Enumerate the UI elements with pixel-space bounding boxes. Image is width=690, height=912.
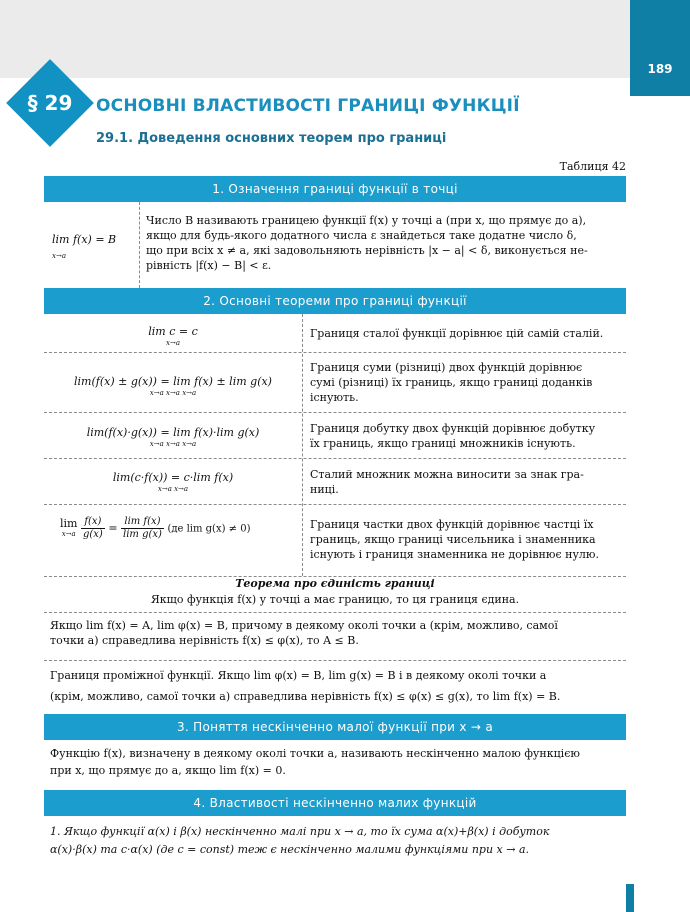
theorem-line: ниці. [310,483,339,496]
divider [139,202,140,288]
uniqueness-text: Якщо функція f(x) у точці a має границю, то ця границя єдина. [150,593,520,606]
formula-sub: x→a x→a x→a [149,389,197,397]
theorem-quotient: lim x→a $\frac{f(x)}{g(x)}$ = $\frac{\text{lim f(x)}}{\text{lim g(x)}}$ (де lim g(x) ≠ 0) [60,516,251,540]
divider [44,412,626,413]
formula-text: lim(c·f(x)) = c·lim f(x) [112,471,234,484]
chapter-title: ОСНОВНІ ВЛАСТИВОСТІ ГРАНИЦІ ФУНКЦІЇ [96,96,520,116]
section-2-header: 2. Основні теореми про границі функції [44,288,626,314]
theorem-product [48,425,298,448]
divider [44,352,626,353]
definition-line: рівність |f(x) − B| < ε. [146,259,272,272]
formula-sub: x→a [61,529,76,538]
denominator: lim g(x) [123,529,162,540]
infinitesimal-definition [50,746,624,778]
numerator: f(x) [81,516,105,529]
table-label: Таблиця 42 [559,160,626,173]
uniqueness-title: Теорема про єдиність границі [235,577,435,590]
theorem-const-factor [48,470,298,493]
property-line: α(x)·β(x) та c·α(x) (де c = const) теж є нескінченно малими функціями при x → a. [50,843,530,856]
numerator: lim f(x) [121,516,164,529]
theorem-line: Сталий множник можна виносити за знак гра- [310,468,584,481]
theorem-line: Границя сталої функції дорівнює цій самій сталій. [310,327,604,340]
fraction-left [81,516,105,541]
theorem-line: Границя добутку двох функцій дорівнює добутку [310,422,596,435]
theorem-line: існують. [310,391,359,404]
theorem-line: їх границь, якщо границі множників існують. [310,437,576,450]
theorem-line: (крім, можливо, самої точки a) справедлива нерівність f(x) ≤ φ(x) ≤ g(x), то lim f(x) = B. [50,690,561,703]
definition-formula [52,232,136,264]
chapter-number: § 29 [27,91,73,115]
definition-text [146,213,622,273]
section-4-header: 4. Властивості нескінченно малих функцій [44,790,626,816]
theorem-line: Границя проміжної функції. Якщо lim φ(x) = B, lim g(x) = B і в деякому околі точки a [50,669,547,682]
section-3-header: 3. Поняття нескінченно малої функції при x → a [44,714,626,740]
definition-line: що при всіх x ≠ a, які задовольняють нерівність |x − a| < δ, виконується не- [146,244,588,257]
top-band [0,0,630,78]
theorem-line: Границя частки двох функцій дорівнює частці їх [310,518,594,531]
theorem-quotient-text [310,517,622,562]
formula-text: lim f(x) = B [52,233,117,246]
theorem-line: точки a) справедлива нерівність f(x) ≤ φ(x), то A ≤ B. [50,634,359,647]
theorem-const-factor-text [310,467,622,497]
divider [44,612,626,613]
definition-line: Функцію f(x), визначену в деякому околі точки a, називають нескінченно малою функцією [50,747,580,760]
lim-operator: lim x→a [60,516,78,538]
page-number-tab [630,0,690,96]
section-1-header: 1. Означення границі функції в точці [44,176,626,202]
theorem-line: сумі (різниці) їх границь, якщо границі доданків [310,376,593,389]
formula-sub: x→a x→a [157,485,189,493]
formula-sub: x→a [166,339,180,347]
page-number: 189 [647,62,673,76]
squeeze-theorem [50,668,624,704]
theorem-line: Границя суми (різниці) двох функцій дорівнює [310,361,583,374]
divider [44,660,626,661]
theorem-line: існують і границя знаменника не дорівнює нулю. [310,548,599,561]
condition: (де lim g(x) ≠ 0) [167,523,251,535]
theorem-line: границь, якщо границі чисельника і знаменника [310,533,596,546]
formula-sub: x→a [52,252,66,260]
inequality-theorem [50,618,624,648]
infinitesimal-property-1 [50,824,624,857]
theorem-constant-text [310,326,622,341]
divider [302,314,303,576]
definition-line: якщо для будь-якого додатного числа ε знайдеться таке додатне число δ, [146,229,577,242]
denominator: g(x) [82,529,103,540]
edge-marker [626,884,634,912]
formula-text: lim c = c [148,325,198,338]
section-title: 29.1. Доведення основних теорем про границі [96,131,447,146]
definition-line: при x, що прямує до a, якщо lim f(x) = 0. [50,764,286,777]
theorem-sum-text [310,360,622,405]
divider [44,504,626,505]
theorem-product-text [310,421,622,451]
formula-text: lim(f(x) ± g(x)) = lim f(x) ± lim g(x) [74,375,272,388]
definition-line: Число B називають границею функції f(x) у точці a (при x, що прямує до a), [146,214,587,227]
theorem-sum [48,374,298,397]
divider [44,458,626,459]
theorem-constant [48,324,298,347]
property-line: 1. Якщо функції α(x) і β(x) нескінченно малі при x → a, то їх сума α(x)+β(x) і добуток [50,825,550,838]
fraction-right [121,516,164,541]
theorem-line: Якщо lim f(x) = A, lim φ(x) = B, причому в деякому околі точки a (крім, можливо, самої [50,619,558,632]
formula-sub: x→a x→a x→a [149,440,197,448]
formula-text: lim(f(x)·g(x)) = lim f(x)·lim g(x) [86,426,260,439]
